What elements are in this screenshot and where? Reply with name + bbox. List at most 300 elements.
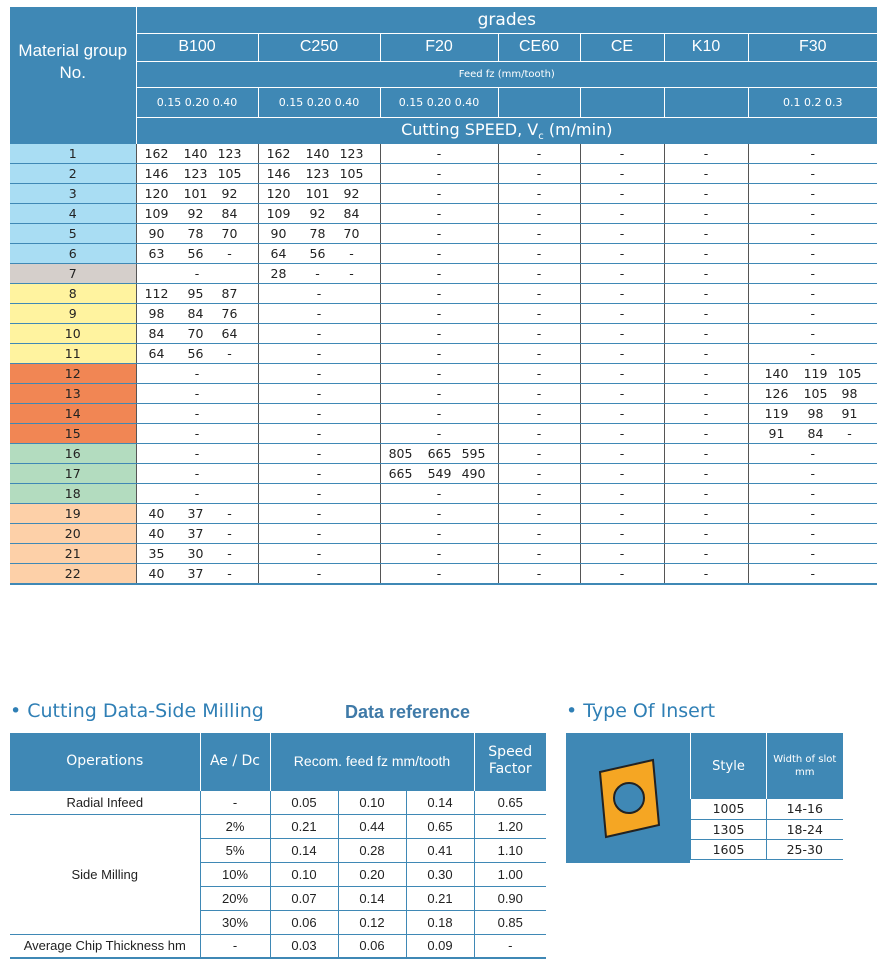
material-group-number: 13 (10, 384, 136, 404)
side-cell-f2: 0.14 (338, 886, 406, 910)
speed-value: - (227, 506, 232, 521)
data-reference-label: Data reference (345, 702, 471, 722)
speed-cell-c250: - (258, 464, 380, 484)
feed-values-header: 0.15 0.20 0.40 (380, 87, 498, 117)
speed-cell-ce60: - (498, 164, 580, 184)
speed-cell-ce60: - (498, 364, 580, 384)
table-row (10, 564, 877, 585)
feed-header: Feed fz (mm/tooth) (136, 61, 877, 87)
speed-cell-b100: - (136, 444, 258, 464)
speed-cell-c250: - (258, 524, 380, 544)
operations-header: Operations (10, 733, 200, 790)
speed-cell-ce60: - (498, 564, 580, 585)
speed-value: - (349, 246, 354, 261)
grade-header: CE60 (498, 33, 580, 61)
speed-cell-k10: - (664, 244, 748, 264)
table-row (10, 464, 877, 484)
side-cell-ae: 30% (200, 910, 270, 934)
side-cell-f1: 0.14 (270, 838, 338, 862)
table-row (10, 444, 877, 464)
side-cell-f2: 0.06 (338, 934, 406, 958)
material-group-number: 3 (10, 184, 136, 204)
speed-cell-c250 (258, 164, 380, 184)
speed-cell-f20: - (380, 504, 498, 524)
speed-cell-ce: - (580, 264, 664, 284)
table-row (10, 524, 877, 544)
side-cell-ae: 5% (200, 838, 270, 862)
speed-value: 120 (144, 186, 169, 201)
speed-cell-k10: - (664, 204, 748, 224)
speed-cell-c250 (258, 204, 380, 224)
speed-cell-ce: - (580, 364, 664, 384)
speed-value: 595 (461, 446, 486, 461)
speed-cell-k10: - (664, 384, 748, 404)
table-row (10, 504, 877, 524)
table-row (10, 164, 877, 184)
speed-value: 84 (343, 206, 360, 221)
speed-cell-b100 (136, 564, 258, 585)
side-cell-f2: 0.10 (338, 790, 406, 814)
speed-cell-f20 (380, 464, 498, 484)
speed-cell-ce60: - (498, 324, 580, 344)
operation-cell: Average Chip Thickness hm (10, 934, 200, 958)
speed-cell-ce60: - (498, 404, 580, 424)
speed-cell-c250: - (258, 564, 380, 585)
table-row (10, 484, 877, 504)
speed-cell-ce60: - (498, 464, 580, 484)
speed-cell-ce60: - (498, 484, 580, 504)
speed-value: - (847, 426, 852, 441)
speed-cell-b100: - (136, 484, 258, 504)
material-group-number: 11 (10, 344, 136, 364)
speed-cell-ce60: - (498, 224, 580, 244)
grade-header: B100 (136, 33, 258, 61)
material-group-number: 22 (10, 564, 136, 585)
operation-cell: Side Milling (10, 814, 200, 934)
speed-cell-b100 (136, 324, 258, 344)
speed-value: 76 (221, 306, 238, 321)
feed-values-header: 0.15 0.20 0.40 (258, 87, 380, 117)
speed-cell-ce60: - (498, 204, 580, 224)
speed-value: 162 (266, 146, 291, 161)
speed-cell-f30: - (748, 184, 877, 204)
grade-header: F20 (380, 33, 498, 61)
speed-cell-c250 (258, 244, 380, 264)
speed-cell-ce: - (580, 164, 664, 184)
speed-cell-b100 (136, 504, 258, 524)
side-cell-f3: 0.21 (406, 886, 474, 910)
side-cell-f1: 0.07 (270, 886, 338, 910)
feed-values-header: 0.1 0.2 0.3 (748, 87, 877, 117)
speed-value: 84 (187, 306, 204, 321)
grade-header: K10 (664, 33, 748, 61)
table-row (10, 244, 877, 264)
speed-cell-f30: - (748, 344, 877, 364)
insert-table (690, 733, 843, 860)
speed-value: 37 (187, 566, 204, 581)
speed-cell-b100: - (136, 364, 258, 384)
style-header: Style (691, 733, 767, 799)
speed-value: 126 (764, 386, 789, 401)
speed-cell-f30: - (748, 264, 877, 284)
side-cell-f2: 0.44 (338, 814, 406, 838)
speed-cell-c250: - (258, 364, 380, 384)
speed-value: 665 (388, 466, 413, 481)
speed-cell-f20: - (380, 284, 498, 304)
insert-cell-style: 1605 (691, 839, 767, 859)
side-cell-f3: 0.65 (406, 814, 474, 838)
speed-cell-f20: - (380, 384, 498, 404)
speed-value: - (227, 546, 232, 561)
speed-value: 35 (148, 546, 165, 561)
speed-value: 146 (144, 166, 169, 181)
insert-diagram (566, 733, 690, 863)
side-cell-sf: 1.10 (474, 838, 546, 862)
material-group-number: 19 (10, 504, 136, 524)
speed-value: 64 (148, 346, 165, 361)
speed-value: 98 (148, 306, 165, 321)
table-row (691, 799, 843, 819)
speed-cell-c250: - (258, 544, 380, 564)
speed-cell-f30 (748, 384, 877, 404)
speed-cell-f30 (748, 364, 877, 384)
speed-value: 665 (427, 446, 452, 461)
speed-cell-k10: - (664, 184, 748, 204)
side-cell-sf: 0.90 (474, 886, 546, 910)
speed-cell-ce60: - (498, 304, 580, 324)
speed-cell-c250: - (258, 384, 380, 404)
material-group-number: 1 (10, 144, 136, 164)
speed-cell-c250 (258, 144, 380, 164)
speed-cell-b100 (136, 284, 258, 304)
speed-cell-k10: - (664, 464, 748, 484)
feed-values-header (664, 87, 748, 117)
speed-cell-ce60: - (498, 244, 580, 264)
material-group-number: 5 (10, 224, 136, 244)
side-cell-f3: 0.14 (406, 790, 474, 814)
material-group-number: 7 (10, 264, 136, 284)
speed-value: 140 (183, 146, 208, 161)
speed-value: 105 (339, 166, 364, 181)
speed-cell-b100 (136, 184, 258, 204)
speed-value: 78 (187, 226, 204, 241)
material-group-number: 2 (10, 164, 136, 184)
speed-cell-ce: - (580, 524, 664, 544)
speed-cell-b100 (136, 204, 258, 224)
speed-cell-ce60: - (498, 264, 580, 284)
speed-value: 37 (187, 526, 204, 541)
speed-cell-c250 (258, 264, 380, 284)
speed-value: 140 (305, 146, 330, 161)
grades-header: grades (136, 7, 877, 33)
speed-cell-f20: - (380, 304, 498, 324)
speed-cell-b100 (136, 544, 258, 564)
speed-value: 805 (388, 446, 413, 461)
speed-value: 109 (266, 206, 291, 221)
speed-value: 123 (305, 166, 330, 181)
speed-cell-ce60: - (498, 284, 580, 304)
table-row (10, 384, 877, 404)
speed-cell-c250: - (258, 404, 380, 424)
side-cell-f3: 0.41 (406, 838, 474, 862)
speed-cell-ce: - (580, 544, 664, 564)
speed-value: 64 (221, 326, 238, 341)
table-row (10, 814, 546, 838)
side-cell-f1: 0.10 (270, 862, 338, 886)
table-row (10, 224, 877, 244)
material-group-number: 6 (10, 244, 136, 264)
feed-values-header (580, 87, 664, 117)
speed-value: 98 (841, 386, 858, 401)
speed-cell-ce: - (580, 324, 664, 344)
side-cell-f3: 0.18 (406, 910, 474, 934)
insert-cell-style: 1005 (691, 799, 767, 819)
width-header: Width of slot mm (767, 733, 843, 799)
material-group-number: 21 (10, 544, 136, 564)
speed-value: 84 (807, 426, 824, 441)
speed-cell-ce: - (580, 424, 664, 444)
speed-cell-f20: - (380, 184, 498, 204)
speed-cell-ce60: - (498, 344, 580, 364)
speed-value: 123 (183, 166, 208, 181)
speed-cell-ce: - (580, 204, 664, 224)
side-cell-f1: 0.06 (270, 910, 338, 934)
speed-cell-k10: - (664, 524, 748, 544)
material-group-number: 18 (10, 484, 136, 504)
speed-cell-f20: - (380, 564, 498, 585)
material-group-number: 14 (10, 404, 136, 424)
cutting-speed-header: Cutting SPEED, $V_c$ (m/min) (136, 117, 877, 144)
side-cell-f1: 0.03 (270, 934, 338, 958)
insert-cell-width: 25-30 (767, 839, 843, 859)
speed-cell-c250: - (258, 504, 380, 524)
speed-cell-k10: - (664, 344, 748, 364)
table-row (10, 934, 546, 958)
speed-cell-b100 (136, 304, 258, 324)
speed-cell-f30: - (748, 224, 877, 244)
operation-cell: Radial Infeed (10, 790, 200, 814)
speed-cell-f20: - (380, 364, 498, 384)
speed-value: 101 (183, 186, 208, 201)
feed-values-header (498, 87, 580, 117)
speed-cell-b100 (136, 344, 258, 364)
speed-value: - (227, 526, 232, 541)
speed-value: - (349, 266, 354, 281)
speed-cell-ce: - (580, 224, 664, 244)
speed-cell-f20: - (380, 524, 498, 544)
speed-cell-ce: - (580, 184, 664, 204)
speed-cell-f20: - (380, 484, 498, 504)
side-cell-f2: 0.20 (338, 862, 406, 886)
speed-cell-f20: - (380, 544, 498, 564)
speed-value: 28 (270, 266, 287, 281)
speed-cell-k10: - (664, 544, 748, 564)
speed-cell-f30: - (748, 144, 877, 164)
speed-cell-ce: - (580, 444, 664, 464)
speed-cell-f30: - (748, 464, 877, 484)
speed-cell-ce60: - (498, 384, 580, 404)
speed-value: 78 (309, 226, 326, 241)
speed-value: 40 (148, 566, 165, 581)
speed-cell-c250: - (258, 484, 380, 504)
speed-value: - (227, 346, 232, 361)
speed-cell-c250: - (258, 284, 380, 304)
speed-value: 119 (803, 366, 828, 381)
speed-value: 92 (309, 206, 326, 221)
speed-cell-b100 (136, 164, 258, 184)
speed-value: - (227, 566, 232, 581)
speed-cell-f30 (748, 424, 877, 444)
speed-value: 37 (187, 506, 204, 521)
speed-cell-ce: - (580, 464, 664, 484)
speed-cell-b100 (136, 524, 258, 544)
side-cell-sf: 0.65 (474, 790, 546, 814)
speed-cell-f30: - (748, 564, 877, 585)
speed-cell-k10: - (664, 324, 748, 344)
speed-value: 70 (343, 226, 360, 241)
side-cell-ae: 10% (200, 862, 270, 886)
speed-cell-f30: - (748, 204, 877, 224)
side-cell-f2: 0.28 (338, 838, 406, 862)
speed-cell-f30: - (748, 524, 877, 544)
table-row (10, 264, 877, 284)
table-row (10, 204, 877, 224)
speed-cell-f20: - (380, 424, 498, 444)
side-cell-f1: 0.21 (270, 814, 338, 838)
table-row (10, 304, 877, 324)
speed-value: 123 (217, 146, 242, 161)
speed-cell-k10: - (664, 404, 748, 424)
speed-value: 70 (187, 326, 204, 341)
side-milling-table (10, 733, 546, 959)
speed-cell-k10: - (664, 224, 748, 244)
speed-value: 101 (305, 186, 330, 201)
speed-cell-f30: - (748, 484, 877, 504)
speed-cell-ce60: - (498, 144, 580, 164)
speed-cell-f20: - (380, 144, 498, 164)
speed-cell-k10: - (664, 304, 748, 324)
speed-value: 162 (144, 146, 169, 161)
speed-cell-k10: - (664, 264, 748, 284)
speed-value: 56 (187, 246, 204, 261)
speed-value: 490 (461, 466, 486, 481)
speed-value: 90 (148, 226, 165, 241)
insert-icon (566, 733, 690, 863)
speed-value: 146 (266, 166, 291, 181)
material-group-header: Material group No. (10, 7, 136, 117)
speed-cell-f20: - (380, 164, 498, 184)
material-group-number: 9 (10, 304, 136, 324)
material-group-number: 10 (10, 324, 136, 344)
side-cell-f3: 0.30 (406, 862, 474, 886)
speed-value: 63 (148, 246, 165, 261)
speed-value: 91 (768, 426, 785, 441)
speed-cell-f20: - (380, 344, 498, 364)
speed-cell-f30: - (748, 324, 877, 344)
speed-cell-f20: - (380, 244, 498, 264)
feed-values-header: 0.15 0.20 0.40 (136, 87, 258, 117)
insert-cell-width: 18-24 (767, 819, 843, 839)
speed-cell-f30: - (748, 284, 877, 304)
side-cell-ae: 2% (200, 814, 270, 838)
speed-cell-ce: - (580, 564, 664, 585)
material-group-number: 15 (10, 424, 136, 444)
speed-cell-f20 (380, 444, 498, 464)
speed-cell-ce: - (580, 244, 664, 264)
speed-cell-ce: - (580, 284, 664, 304)
grade-header: C250 (258, 33, 380, 61)
speed-cell-k10: - (664, 424, 748, 444)
speed-cell-ce60: - (498, 524, 580, 544)
cutting-speed-table (10, 7, 877, 585)
speed-cell-ce: - (580, 384, 664, 404)
speed-cell-k10: - (664, 564, 748, 585)
speed-cell-b100 (136, 144, 258, 164)
speed-cell-f20: - (380, 204, 498, 224)
speed-cell-b100: - (136, 384, 258, 404)
speed-value: 87 (221, 286, 238, 301)
speed-value: 120 (266, 186, 291, 201)
speed-cell-ce: - (580, 404, 664, 424)
table-row (10, 364, 877, 384)
side-cell-ae: 20% (200, 886, 270, 910)
speed-cell-b100: - (136, 464, 258, 484)
insert-cell-width: 14-16 (767, 799, 843, 819)
table-row (10, 344, 877, 364)
speed-value: 56 (187, 346, 204, 361)
table-row (10, 144, 877, 164)
speed-value: 84 (221, 206, 238, 221)
speed-value: 95 (187, 286, 204, 301)
speed-cell-b100: - (136, 264, 258, 284)
speed-value: 91 (841, 406, 858, 421)
speed-cell-ce: - (580, 144, 664, 164)
speed-cell-b100: - (136, 404, 258, 424)
speed-cell-k10: - (664, 364, 748, 384)
material-group-header-tail (10, 117, 136, 144)
speed-cell-c250: - (258, 424, 380, 444)
side-cell-ae: - (200, 934, 270, 958)
speed-value: 70 (221, 226, 238, 241)
ae-dc-header: Ae / Dc (200, 733, 270, 790)
speed-value: 109 (144, 206, 169, 221)
speed-value: - (315, 266, 320, 281)
material-group-number: 17 (10, 464, 136, 484)
grade-header: F30 (748, 33, 877, 61)
speed-cell-ce: - (580, 504, 664, 524)
material-group-number: 20 (10, 524, 136, 544)
side-cell-sf: 1.00 (474, 862, 546, 886)
table-row (10, 184, 877, 204)
table-row (10, 544, 877, 564)
speed-cell-b100: - (136, 424, 258, 444)
side-cell-f1: 0.05 (270, 790, 338, 814)
table-row (10, 324, 877, 344)
speed-value: 92 (221, 186, 238, 201)
speed-cell-ce60: - (498, 544, 580, 564)
speed-cell-c250 (258, 224, 380, 244)
material-group-number: 16 (10, 444, 136, 464)
speed-value: 140 (764, 366, 789, 381)
table-row (691, 819, 843, 839)
side-cell-sf: - (474, 934, 546, 958)
speed-cell-f30: - (748, 544, 877, 564)
speed-cell-ce: - (580, 304, 664, 324)
speed-value: 105 (837, 366, 862, 381)
speed-cell-c250: - (258, 444, 380, 464)
speed-value: 98 (807, 406, 824, 421)
speed-cell-c250: - (258, 324, 380, 344)
